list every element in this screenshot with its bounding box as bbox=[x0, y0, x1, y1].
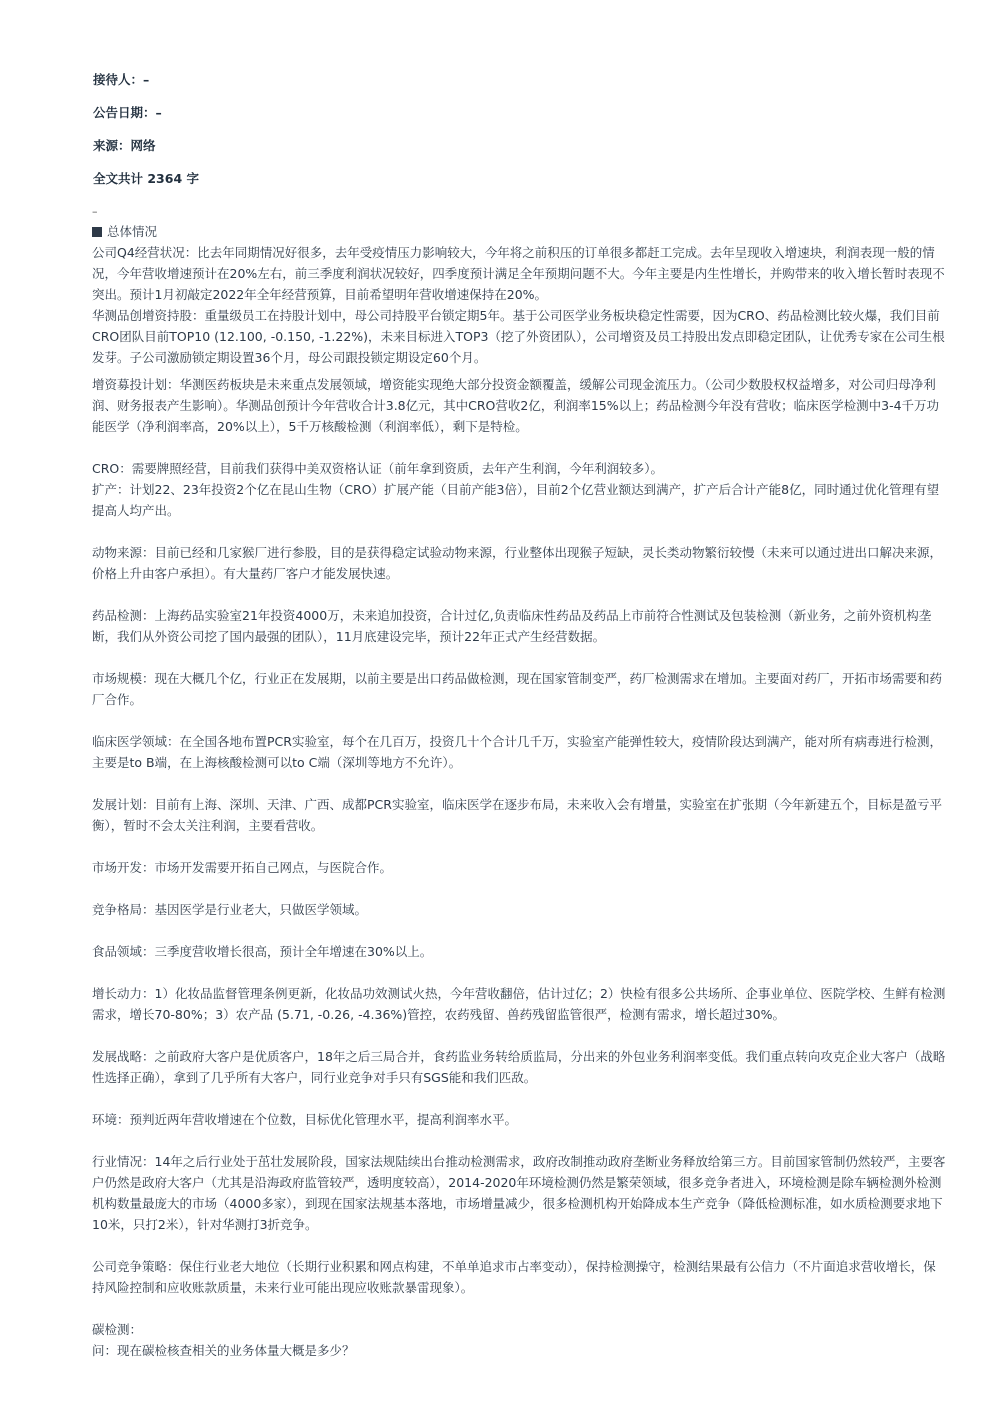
section-heading bbox=[92, 221, 946, 242]
paragraph-fundraising-plan: 增资募投计划：华测医药板块是未来重点发展领域，增资能实现绝大部分投资金额覆盖，缓解公司现金流压力。（公司少数股权权益增多，对公司归母净利润、财务报表产生影响）。华测品创预计今年营收合计3.8亿元，其中CRO营收2亿，利润率15%以上；药品检测今年没有营收；临床医学检测中3-4千万功能医学（净利润率高，20%以上），5千万核酸检测（利润率低），剩下是特检。 bbox=[92, 377, 940, 434]
paragraph-equity-holding: 华测品创增资持股：重量级员工在持股计划中，母公司持股平台锁定期5年。基于公司医学业务板块稳定性需要，因为CRO、药品检测比较火爆，我们目前CRO团队目前TOP10 (12.100, -0.150, -1.22%)，未来目标进入TOP3（挖了外资团队），公司增资及员工持股出发点即稳定团队，让优秀专家在公司生根发芽。子公司激励锁定期设置36个月，母公司跟投锁定期设定60个月。 bbox=[92, 308, 945, 365]
announce-date-line: 公告日期：– bbox=[93, 105, 162, 120]
receiver-line: 接待人：– bbox=[93, 72, 150, 87]
source-line: 来源：网络 bbox=[93, 138, 156, 153]
section-title: 总体情况 bbox=[107, 224, 158, 239]
paragraph-environment: 环境：预判近两年营收增速在个位数，目标优化管理水平，提高利润率水平。 bbox=[92, 1112, 518, 1127]
paragraph-market-development: 市场开发：市场开发需要开拓自己网点，与医院合作。 bbox=[92, 860, 393, 875]
paragraph-competitive-strategy: 公司竞争策略：保住行业老大地位（长期行业积累和网点构建，不单单追求市占率变动），保持检测操守，检测结果最有公信力（不片面追求营收增长，保持风险控制和应收账款质量，未来行业可能出现应收账款暴雷现象）。 bbox=[92, 1259, 936, 1295]
paragraph-animal-source: 动物来源：目前已经和几家猴厂进行参股，目的是获得稳定试验动物来源，行业整体出现猴子短缺，灵长类动物繁衍较慢（未来可以通过进出口解决来源，价格上升由客户承担）。有大量药厂客户才能发展快速。 bbox=[92, 545, 943, 581]
paragraph-market-size: 市场规模：现在大概几个亿，行业正在发展期，以前主要是出口药品做检测，现在国家管制变严，药厂检测需求在增加。主要面对药厂，开拓市场需要和药厂合作。 bbox=[92, 671, 943, 707]
paragraph-carbon-testing: 碳检测： bbox=[92, 1322, 143, 1337]
paragraph-clinical-medicine: 临床医学领域：在全国各地布置PCR实验室，每个在几百万，投资几十个合计几千万，实验室产能弹性较大，疫情阶段达到满产，能对所有病毒进行检测，主要是to B端，在上海核酸检测可以to C端（深圳等地方不允许）。 bbox=[92, 734, 942, 770]
paragraph-development-plan: 发展计划：目前有上海、深圳、天津、广西、成都PCR实验室，临床医学在逐步布局，未来收入会有增量，实验室在扩张期（今年新建五个，目标是盈亏平衡），暂时不会太关注利润，主要看营收。 bbox=[92, 797, 942, 833]
paragraph-question: 问：现在碳检核查相关的业务体量大概是多少？ bbox=[92, 1343, 355, 1358]
paragraph-growth-drivers: 增长动力：1）化妆品监督管理条例更新，化妆品功效测试火热，今年营收翻倍，估计过亿；2）快检有很多公共场所、企事业单位、医院学校、生鲜有检测需求，增长70-80%；3）农产品 (5.71, -0.26, -4.36%)管控，农药残留、兽药残留监管很严，检测有需求，增长超过30%。 bbox=[92, 986, 946, 1022]
document-body bbox=[92, 221, 946, 1361]
paragraph-expansion: 扩产：计划22、23年投资2个亿在昆山生物（CRO）扩展产能（目前产能3倍），目前2个亿营业额达到满产，扩产后合计产能8亿，同时通过优化管理有望提高人均产出。 bbox=[92, 482, 940, 518]
paragraph-development-strategy: 发展战略：之前政府大客户是优质客户，18年之后三局合并，食药监业务转给质监局，分出来的外包业务利润率变低。我们重点转向攻克企业大客户（战略性选择正确），拿到了几乎所有大客户，同行业竞争对手只有SGS能和我们匹敌。 bbox=[92, 1049, 946, 1085]
paragraph-cro: CRO：需要牌照经营，目前我们获得中美双资格认证（前年拿到资质，去年产生利润，今年利润较多）。 bbox=[92, 461, 664, 476]
dash-marker: – bbox=[92, 205, 98, 218]
paragraph-food-sector: 食品领域：三季度营收增长很高，预计全年增速在30%以上。 bbox=[92, 944, 433, 959]
word-count-line: 全文共计 2364 字 bbox=[93, 171, 199, 186]
paragraph-competition: 竞争格局：基因医学是行业老大，只做医学领域。 bbox=[92, 902, 368, 917]
paragraph-q4-status: 公司Q4经营状况：比去年同期情况好很多，去年受疫情压力影响较大，今年将之前积压的订单很多都赶工完成。去年呈现收入增速块，利润表现一般的情况，今年营收增速预计在20%左右，前三季度利润状况较好，四季度预计满足全年预期问题不大。今年主要是内生性增长，并购带来的收入增长暂时表现不突出。预计1月初敲定2022年全年经营预算，目前希望明年营收增速保持在20%。 bbox=[92, 245, 945, 302]
paragraph-industry-situation: 行业情况：14年之后行业处于茁壮发展阶段，国家法规陆续出台推动检测需求，政府改制推动政府垄断业务释放给第三方。目前国家管制仍然较严，主要客户仍然是政府大客户（尤其是沿海政府监管较严，透明度较高），2014-2020年环境检测仍然是繁荣领域，很多竞争者进入，环境检测是除车辆检测外检测机构数量最庞大的市场（4000多家），到现在国家法规基本落地，市场增量减少，很多检测机构开始降成本生产竞争（降低检测标准，如水质检测要求地下10米，只打2米），针对华测打3折竞争。 bbox=[92, 1154, 946, 1232]
paragraph-drug-testing: 药品检测：上海药品实验室21年投资4000万，未来追加投资，合计过亿,负责临床性药品及药品上市前符合性测试及包装检测（新业务，之前外资机构垄断，我们从外资公司挖了国内最强的团队），11月底建设完毕，预计22年正式产生经营数据。 bbox=[92, 608, 932, 644]
square-bullet-icon bbox=[92, 227, 102, 237]
